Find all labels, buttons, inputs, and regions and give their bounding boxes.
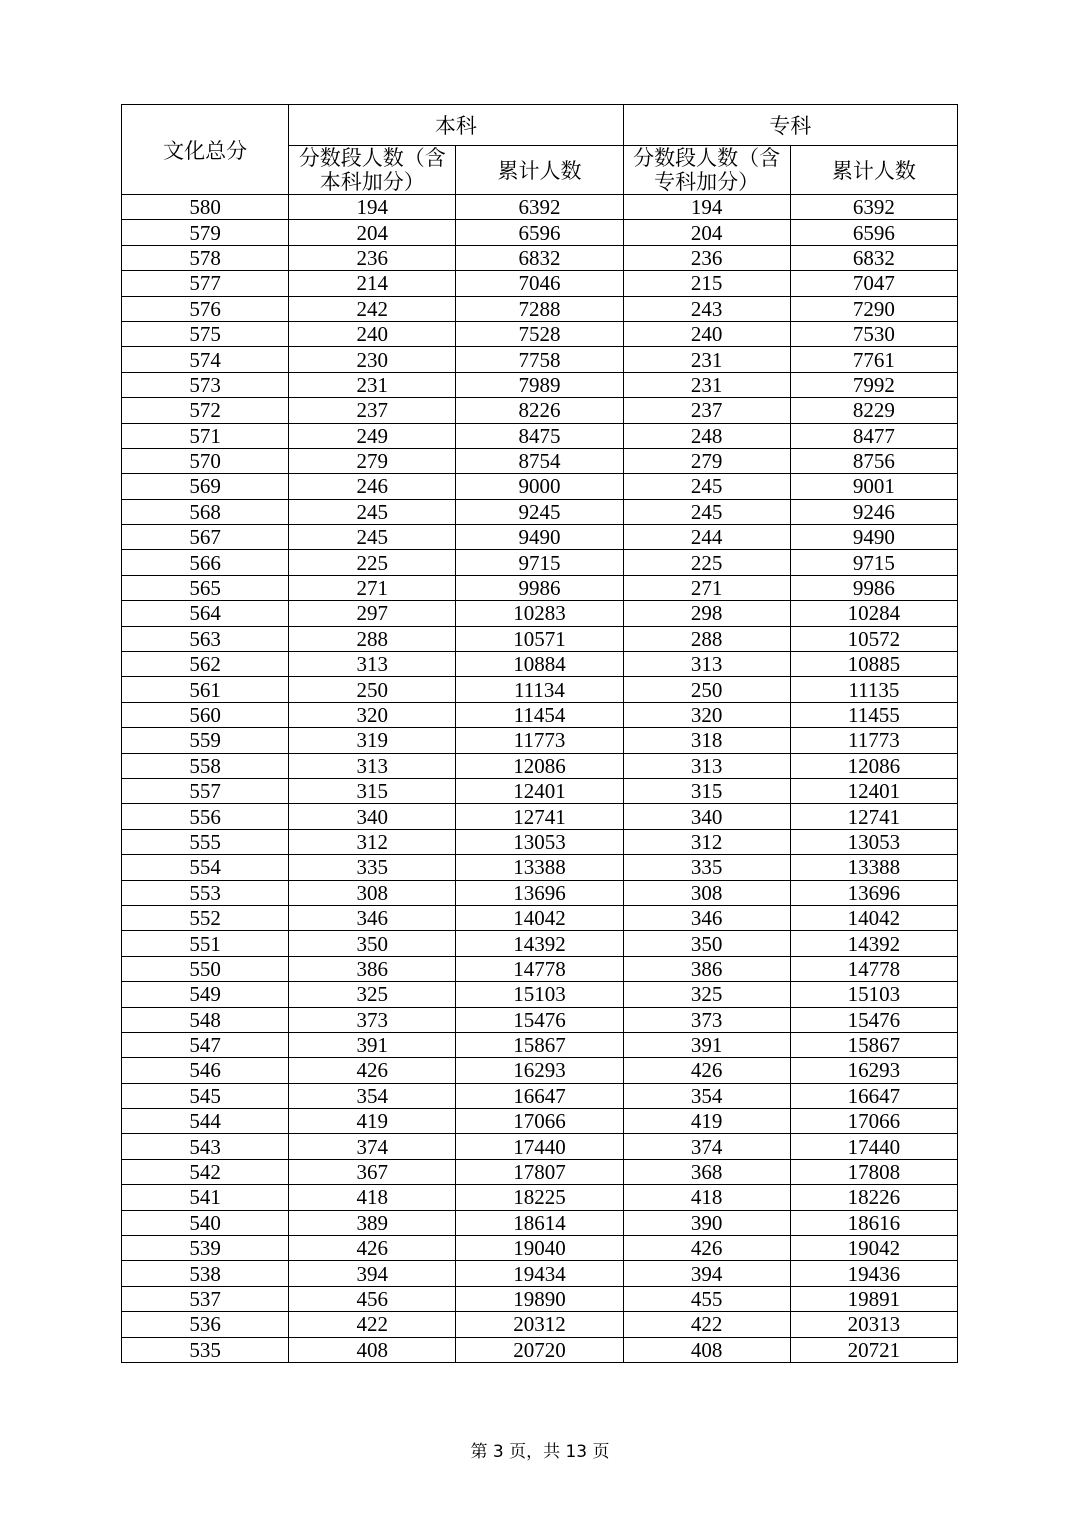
cell-benke-cumulative: 8226 [456,398,623,423]
header-zhuanke-cumulative: 累计人数 [790,146,957,195]
cell-zhuanke-segment: 340 [623,804,790,829]
table-row [122,195,958,220]
cell-total-score: 545 [122,1083,289,1108]
cell-zhuanke-cumulative: 14778 [790,956,957,981]
cell-total-score: 548 [122,1007,289,1032]
cell-benke-cumulative: 18225 [456,1185,623,1210]
cell-zhuanke-cumulative: 17066 [790,1109,957,1134]
cell-benke-segment: 230 [289,347,456,372]
cell-benke-segment: 231 [289,372,456,397]
cell-zhuanke-cumulative: 13696 [790,880,957,905]
header-benke-segment [289,146,456,195]
cell-benke-segment: 373 [289,1007,456,1032]
cell-zhuanke-segment: 245 [623,499,790,524]
cell-benke-segment: 456 [289,1286,456,1311]
cell-zhuanke-cumulative: 20313 [790,1312,957,1337]
cell-benke-cumulative: 17440 [456,1134,623,1159]
header-total-score: 文化总分 [122,105,289,195]
cell-zhuanke-segment: 231 [623,347,790,372]
table-row [122,753,958,778]
cell-benke-segment: 367 [289,1159,456,1184]
cell-zhuanke-segment: 426 [623,1236,790,1261]
cell-total-score: 575 [122,321,289,346]
cell-total-score: 555 [122,829,289,854]
table-row [122,220,958,245]
cell-zhuanke-segment: 368 [623,1159,790,1184]
cell-zhuanke-cumulative: 15103 [790,982,957,1007]
table-row [122,525,958,550]
cell-benke-segment: 313 [289,652,456,677]
cell-benke-cumulative: 9986 [456,575,623,600]
cell-zhuanke-segment: 244 [623,525,790,550]
cell-benke-segment: 225 [289,550,456,575]
cell-total-score: 552 [122,905,289,930]
table-row [122,1032,958,1057]
cell-benke-cumulative: 14042 [456,905,623,930]
cell-zhuanke-cumulative: 9715 [790,550,957,575]
cell-benke-segment: 319 [289,728,456,753]
cell-total-score: 578 [122,245,289,270]
cell-total-score: 562 [122,652,289,677]
cell-benke-segment: 312 [289,829,456,854]
cell-benke-cumulative: 6596 [456,220,623,245]
cell-total-score: 551 [122,931,289,956]
cell-benke-segment: 394 [289,1261,456,1286]
cell-zhuanke-segment: 215 [623,271,790,296]
cell-total-score: 569 [122,474,289,499]
cell-benke-cumulative: 17807 [456,1159,623,1184]
cell-benke-segment: 194 [289,195,456,220]
header-benke-cumulative: 累计人数 [456,146,623,195]
cell-zhuanke-segment: 390 [623,1210,790,1235]
cell-zhuanke-cumulative: 14392 [790,931,957,956]
cell-total-score: 549 [122,982,289,1007]
cell-zhuanke-segment: 225 [623,550,790,575]
cell-benke-segment: 320 [289,702,456,727]
cell-zhuanke-cumulative: 9246 [790,499,957,524]
cell-benke-cumulative: 20312 [456,1312,623,1337]
cell-benke-cumulative: 7046 [456,271,623,296]
cell-zhuanke-cumulative: 8477 [790,423,957,448]
cell-benke-segment: 245 [289,499,456,524]
table-body [122,195,958,1363]
cell-benke-cumulative: 10884 [456,652,623,677]
cell-benke-segment: 249 [289,423,456,448]
table-row [122,702,958,727]
cell-zhuanke-segment: 240 [623,321,790,346]
cell-benke-cumulative: 11454 [456,702,623,727]
cell-zhuanke-cumulative: 15867 [790,1032,957,1057]
cell-zhuanke-segment: 335 [623,855,790,880]
cell-benke-cumulative: 7288 [456,296,623,321]
cell-benke-cumulative: 14778 [456,956,623,981]
cell-benke-segment: 422 [289,1312,456,1337]
cell-benke-cumulative: 12741 [456,804,623,829]
cell-zhuanke-segment: 204 [623,220,790,245]
cell-zhuanke-cumulative: 17440 [790,1134,957,1159]
cell-total-score: 565 [122,575,289,600]
cell-total-score: 547 [122,1032,289,1057]
cell-zhuanke-cumulative: 7047 [790,271,957,296]
cell-zhuanke-segment: 313 [623,753,790,778]
cell-benke-cumulative: 17066 [456,1109,623,1134]
cell-benke-cumulative: 9245 [456,499,623,524]
cell-total-score: 550 [122,956,289,981]
cell-zhuanke-cumulative: 20721 [790,1337,957,1362]
cell-zhuanke-segment: 422 [623,1312,790,1337]
table-row [122,982,958,1007]
cell-benke-segment: 408 [289,1337,456,1362]
cell-total-score: 570 [122,448,289,473]
cell-zhuanke-cumulative: 7290 [790,296,957,321]
cell-zhuanke-segment: 318 [623,728,790,753]
header-benke-segment-line2: 本科加分） [319,170,425,194]
cell-benke-segment: 271 [289,575,456,600]
cell-benke-cumulative: 16293 [456,1058,623,1083]
table-row [122,1286,958,1311]
cell-total-score: 568 [122,499,289,524]
table-row [122,271,958,296]
cell-total-score: 537 [122,1286,289,1311]
cell-benke-cumulative: 8754 [456,448,623,473]
cell-total-score: 535 [122,1337,289,1362]
cell-benke-cumulative: 6392 [456,195,623,220]
cell-zhuanke-segment: 350 [623,931,790,956]
cell-zhuanke-cumulative: 14042 [790,905,957,930]
cell-benke-cumulative: 13053 [456,829,623,854]
cell-benke-segment: 240 [289,321,456,346]
cell-zhuanke-cumulative: 13388 [790,855,957,880]
cell-total-score: 560 [122,702,289,727]
cell-benke-segment: 308 [289,880,456,905]
cell-benke-segment: 346 [289,905,456,930]
cell-benke-segment: 214 [289,271,456,296]
cell-zhuanke-cumulative: 10284 [790,601,957,626]
cell-benke-cumulative: 20720 [456,1337,623,1362]
table-row [122,296,958,321]
cell-zhuanke-cumulative: 8756 [790,448,957,473]
cell-total-score: 538 [122,1261,289,1286]
cell-zhuanke-cumulative: 10885 [790,652,957,677]
cell-zhuanke-cumulative: 17808 [790,1159,957,1184]
cell-benke-segment: 350 [289,931,456,956]
table-row [122,372,958,397]
cell-benke-cumulative: 19434 [456,1261,623,1286]
table-row [122,499,958,524]
table-row [122,652,958,677]
cell-total-score: 556 [122,804,289,829]
cell-zhuanke-cumulative: 6832 [790,245,957,270]
table-row [122,1185,958,1210]
table-row [122,1058,958,1083]
cell-benke-segment: 250 [289,677,456,702]
cell-benke-cumulative: 7758 [456,347,623,372]
table-row [122,1337,958,1362]
cell-zhuanke-segment: 308 [623,880,790,905]
table-row [122,1261,958,1286]
cell-zhuanke-cumulative: 13053 [790,829,957,854]
cell-zhuanke-segment: 245 [623,474,790,499]
cell-benke-cumulative: 14392 [456,931,623,956]
cell-benke-cumulative: 9000 [456,474,623,499]
cell-total-score: 579 [122,220,289,245]
cell-zhuanke-cumulative: 16647 [790,1083,957,1108]
cell-zhuanke-cumulative: 12401 [790,778,957,803]
cell-zhuanke-cumulative: 16293 [790,1058,957,1083]
cell-zhuanke-segment: 194 [623,195,790,220]
cell-zhuanke-cumulative: 9001 [790,474,957,499]
cell-benke-cumulative: 18614 [456,1210,623,1235]
cell-benke-segment: 204 [289,220,456,245]
header-zhuanke-segment-line1: 分数段人数（含 [633,146,781,170]
cell-zhuanke-segment: 298 [623,601,790,626]
cell-benke-cumulative: 12401 [456,778,623,803]
cell-zhuanke-segment: 391 [623,1032,790,1057]
table-row [122,448,958,473]
table-row [122,956,958,981]
table-row [122,423,958,448]
table-row [122,347,958,372]
cell-benke-cumulative: 19890 [456,1286,623,1311]
cell-benke-cumulative: 11134 [456,677,623,702]
cell-zhuanke-segment: 419 [623,1109,790,1134]
cell-zhuanke-segment: 394 [623,1261,790,1286]
cell-zhuanke-segment: 325 [623,982,790,1007]
cell-total-score: 546 [122,1058,289,1083]
table-row [122,550,958,575]
cell-zhuanke-segment: 354 [623,1083,790,1108]
cell-benke-cumulative: 16647 [456,1083,623,1108]
cell-benke-segment: 236 [289,245,456,270]
cell-zhuanke-cumulative: 11135 [790,677,957,702]
cell-total-score: 564 [122,601,289,626]
cell-zhuanke-segment: 313 [623,652,790,677]
cell-zhuanke-cumulative: 9490 [790,525,957,550]
cell-total-score: 576 [122,296,289,321]
cell-benke-segment: 389 [289,1210,456,1235]
cell-zhuanke-segment: 386 [623,956,790,981]
cell-benke-cumulative: 6832 [456,245,623,270]
cell-zhuanke-cumulative: 11455 [790,702,957,727]
cell-zhuanke-cumulative: 12741 [790,804,957,829]
cell-total-score: 541 [122,1185,289,1210]
table-row [122,804,958,829]
cell-benke-segment: 426 [289,1058,456,1083]
cell-total-score: 563 [122,626,289,651]
cell-zhuanke-segment: 231 [623,372,790,397]
table-row [122,778,958,803]
cell-benke-segment: 374 [289,1134,456,1159]
cell-total-score: 566 [122,550,289,575]
cell-total-score: 567 [122,525,289,550]
cell-benke-segment: 426 [289,1236,456,1261]
cell-benke-segment: 288 [289,626,456,651]
cell-benke-cumulative: 13696 [456,880,623,905]
cell-benke-segment: 242 [289,296,456,321]
cell-benke-segment: 237 [289,398,456,423]
table-row [122,931,958,956]
cell-zhuanke-cumulative: 9986 [790,575,957,600]
cell-benke-segment: 246 [289,474,456,499]
table-row [122,626,958,651]
table-row [122,245,958,270]
cell-benke-cumulative: 19040 [456,1236,623,1261]
cell-total-score: 577 [122,271,289,296]
cell-zhuanke-segment: 426 [623,1058,790,1083]
cell-total-score: 543 [122,1134,289,1159]
header-group-benke: 本科 [289,105,623,146]
cell-benke-cumulative: 15867 [456,1032,623,1057]
cell-benke-cumulative: 12086 [456,753,623,778]
cell-benke-cumulative: 7989 [456,372,623,397]
cell-benke-cumulative: 8475 [456,423,623,448]
table-row [122,1210,958,1235]
cell-zhuanke-segment: 243 [623,296,790,321]
cell-total-score: 553 [122,880,289,905]
cell-benke-segment: 279 [289,448,456,473]
cell-benke-segment: 418 [289,1185,456,1210]
cell-zhuanke-cumulative: 7992 [790,372,957,397]
cell-total-score: 554 [122,855,289,880]
cell-zhuanke-segment: 236 [623,245,790,270]
cell-benke-segment: 340 [289,804,456,829]
cell-zhuanke-cumulative: 8229 [790,398,957,423]
table-row [122,1312,958,1337]
cell-zhuanke-segment: 374 [623,1134,790,1159]
table-row [122,1083,958,1108]
table-row [122,601,958,626]
cell-benke-segment: 297 [289,601,456,626]
cell-zhuanke-segment: 248 [623,423,790,448]
cell-zhuanke-cumulative: 12086 [790,753,957,778]
cell-total-score: 574 [122,347,289,372]
cell-zhuanke-segment: 408 [623,1337,790,1362]
cell-zhuanke-cumulative: 6596 [790,220,957,245]
table-row [122,1007,958,1032]
cell-benke-segment: 419 [289,1109,456,1134]
cell-zhuanke-segment: 237 [623,398,790,423]
cell-zhuanke-segment: 320 [623,702,790,727]
cell-zhuanke-segment: 346 [623,905,790,930]
cell-benke-segment: 335 [289,855,456,880]
table-row [122,1236,958,1261]
cell-zhuanke-cumulative: 15476 [790,1007,957,1032]
table-row [122,398,958,423]
cell-total-score: 558 [122,753,289,778]
cell-benke-cumulative: 10283 [456,601,623,626]
cell-benke-cumulative: 15476 [456,1007,623,1032]
cell-benke-cumulative: 11773 [456,728,623,753]
cell-zhuanke-cumulative: 19042 [790,1236,957,1261]
table-row [122,474,958,499]
cell-zhuanke-cumulative: 7530 [790,321,957,346]
cell-total-score: 536 [122,1312,289,1337]
cell-benke-cumulative: 15103 [456,982,623,1007]
cell-benke-segment: 315 [289,778,456,803]
cell-benke-segment: 391 [289,1032,456,1057]
cell-total-score: 580 [122,195,289,220]
table-row [122,905,958,930]
cell-benke-cumulative: 13388 [456,855,623,880]
cell-zhuanke-cumulative: 7761 [790,347,957,372]
table-row [122,1134,958,1159]
cell-zhuanke-cumulative: 10572 [790,626,957,651]
cell-zhuanke-segment: 455 [623,1286,790,1311]
cell-benke-segment: 325 [289,982,456,1007]
cell-total-score: 571 [122,423,289,448]
cell-total-score: 572 [122,398,289,423]
cell-zhuanke-segment: 250 [623,677,790,702]
cell-benke-cumulative: 10571 [456,626,623,651]
cell-zhuanke-segment: 279 [623,448,790,473]
table-row [122,1109,958,1134]
cell-zhuanke-cumulative: 19436 [790,1261,957,1286]
header-benke-segment-line1: 分数段人数（含 [298,146,446,170]
table-row [122,321,958,346]
cell-total-score: 540 [122,1210,289,1235]
page-footer: 第 3 页，共 13 页 [470,1442,610,1462]
cell-benke-cumulative: 9490 [456,525,623,550]
cell-total-score: 561 [122,677,289,702]
cell-benke-segment: 386 [289,956,456,981]
cell-zhuanke-cumulative: 18226 [790,1185,957,1210]
header-zhuanke-segment [623,146,790,195]
table-row [122,728,958,753]
cell-benke-cumulative: 9715 [456,550,623,575]
table-row [122,575,958,600]
cell-benke-segment: 245 [289,525,456,550]
header-group-zhuanke: 专科 [623,105,957,146]
cell-total-score: 557 [122,778,289,803]
cell-benke-cumulative: 7528 [456,321,623,346]
cell-zhuanke-cumulative: 6392 [790,195,957,220]
cell-benke-segment: 313 [289,753,456,778]
cell-zhuanke-cumulative: 11773 [790,728,957,753]
table-row [122,1159,958,1184]
score-distribution-table [121,104,958,1363]
table-row [122,677,958,702]
cell-total-score: 539 [122,1236,289,1261]
header-zhuanke-segment-line2: 专科加分） [654,170,760,194]
table-row [122,829,958,854]
cell-total-score: 559 [122,728,289,753]
cell-zhuanke-segment: 418 [623,1185,790,1210]
cell-zhuanke-segment: 312 [623,829,790,854]
cell-total-score: 542 [122,1159,289,1184]
cell-total-score: 573 [122,372,289,397]
cell-total-score: 544 [122,1109,289,1134]
table-row [122,880,958,905]
cell-zhuanke-segment: 373 [623,1007,790,1032]
cell-benke-segment: 354 [289,1083,456,1108]
cell-zhuanke-cumulative: 19891 [790,1286,957,1311]
cell-zhuanke-segment: 288 [623,626,790,651]
cell-zhuanke-segment: 315 [623,778,790,803]
table-row [122,855,958,880]
cell-zhuanke-segment: 271 [623,575,790,600]
cell-zhuanke-cumulative: 18616 [790,1210,957,1235]
